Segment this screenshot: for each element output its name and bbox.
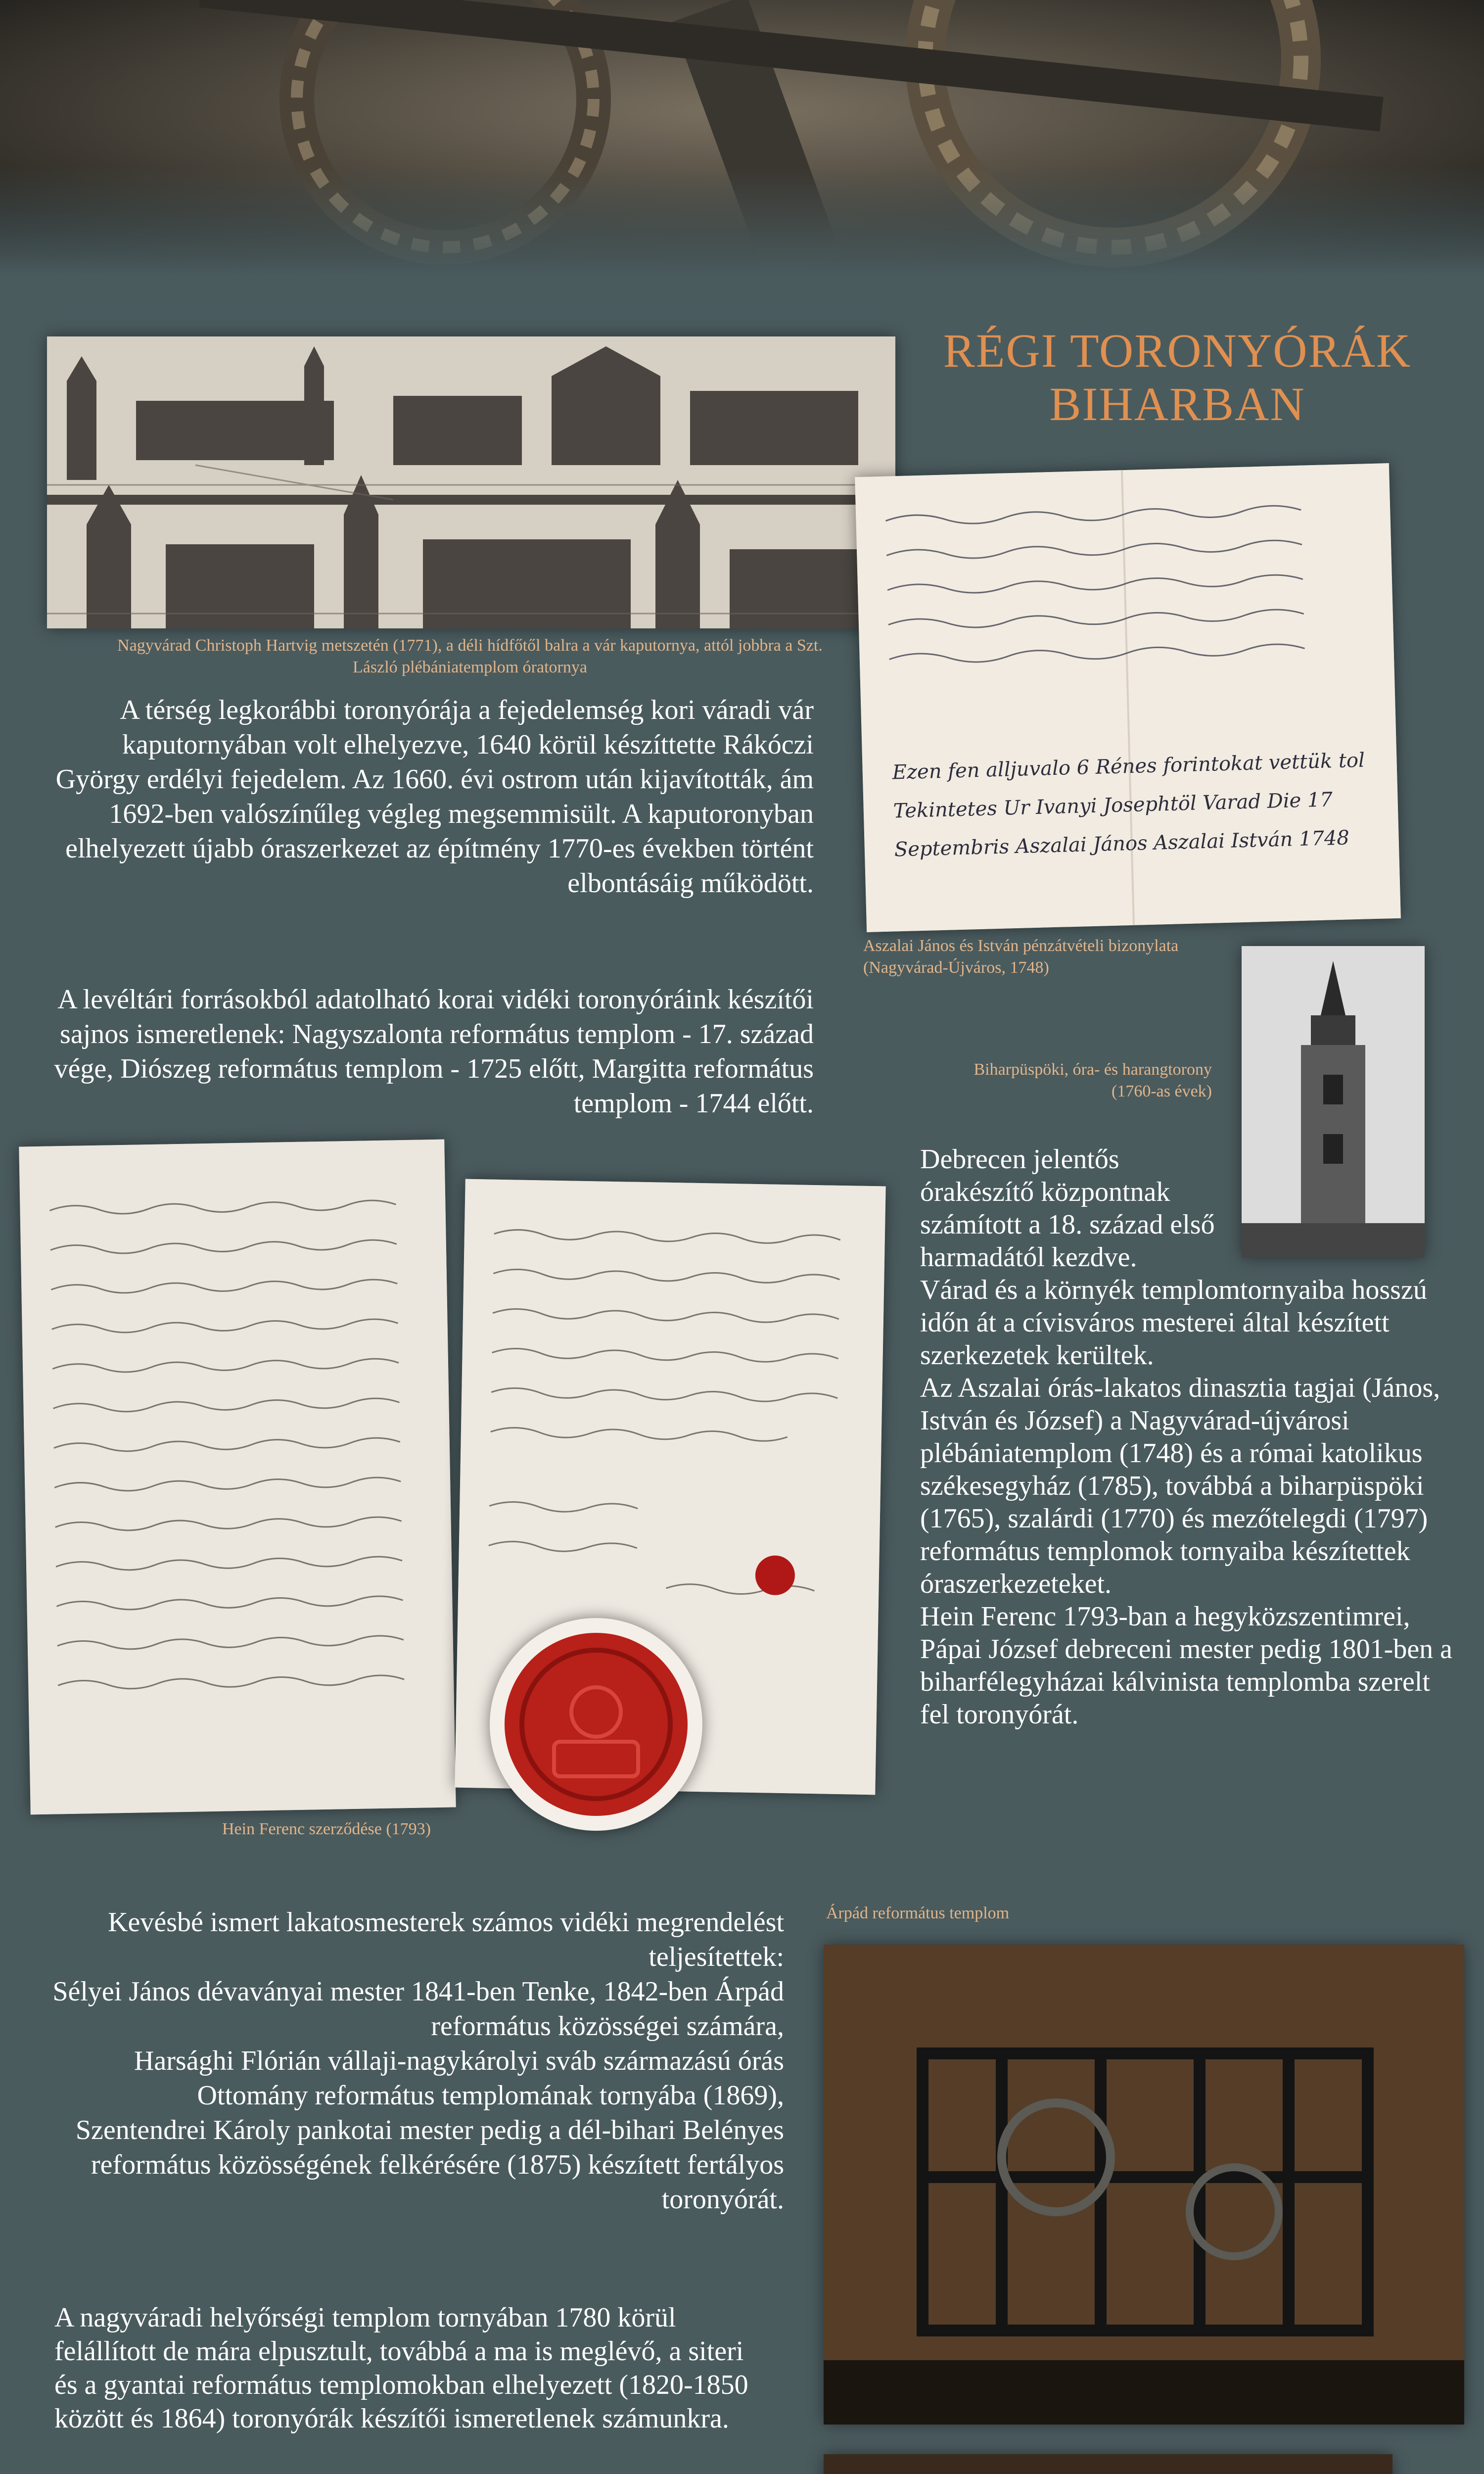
wax-seal-illustration — [490, 1618, 702, 1831]
contract-page-1-image — [19, 1140, 456, 1815]
locksmith-paragraph — [47, 1905, 784, 2217]
city-engraving-illustration — [47, 336, 895, 628]
aszalai-text: Az Aszalai órás-lakatos dinasztia tagjai (János, István és József) a Nagyvárad-újvárosi plébániatemplom (1748) és a római katolikus székesegyház (1785), továbbá a biharpüspöki (1765), szalárdi (1770) és mezőtelegdi (1797) református templomok tornyaiba készítettek óraszerkezeteket. — [920, 1373, 1440, 1599]
gear-illustration-top — [0, 0, 1484, 277]
intro-paragraph: A térség legkorábbi toronyórája a fejedelemség kori váradi vár kaputornyában volt elhelyezve, 1640 körül készíttette Rákóczi György erdélyi fejedelem. Az 1660. évi ostrom után kijavították, ám 1692-ben valószínűleg végleg megsemmisült. A kaputoronyban elhelyezett újabb óraszerkezet az építmény 1770-es években történt elbontásáig működött. — [55, 695, 814, 899]
title-line-1: RÉGI TORONYÓRÁK — [943, 324, 1412, 377]
tower-caption: Biharpüspöki, óra- és harangtorony (1760-as évek) — [974, 1060, 1212, 1100]
engraving-caption: Nagyvárad Christoph Hartvig metszetén (1771), a déli hídfőtől balra a vár kaputornya, attól jobbra a Szt. László plébániatemplom óratornya — [117, 636, 823, 676]
arpad-clock-mechanism-illustration — [824, 1945, 1464, 2425]
receipt-caption: Aszalai János és István pénzátvételi bizonylata (Nagyvárad-Újváros, 1748) — [863, 937, 1179, 977]
wax-seal-image — [490, 1618, 702, 1831]
receipt-text: Ezen fen alljuvalo 6 Rénes forintokat vettük tol Tekintetes Ur Ivanyi Josephtöl Varad Die 17 Septembris Aszalai János Aszalai István 1748 — [892, 749, 1365, 861]
varad-text: Várad és a környék templomtornyaiba hosszú időn át a cívisváros mesterei által készített szerkezetek kerültek. — [920, 1275, 1427, 1371]
receipt-document-image — [855, 463, 1401, 932]
szentendrei-text: Szentendrei Károly pankotai mester pedig a dél-bihari Belényes református közösségének felkérésére (1875) készített fertályos toronyórát. — [75, 2115, 784, 2215]
contract-caption: Hein Ferenc szerződése (1793) — [222, 1820, 431, 1838]
hein-text: Hein Ferenc 1793-ban a hegyközszentimrei, Pápai József debreceni mester pedig 1801-ben a biharfélegyházai kálvinista templomba szerelt fel toronyórát. — [920, 1601, 1453, 1730]
archive-paragraph: A levéltári forrásokból adatolható korai vidéki toronyóráink készítői sajnos ismeretlenek: Nagyszalonta református templom - 17. század vége, Diószeg református templom - 1725 előtt, Margitta református templom - 1744 előtt. — [54, 984, 814, 1119]
engraving-image — [47, 336, 895, 628]
harsaghi-text: Harsághi Flórián vállaji-nagykárolyi sváb származású órás Ottomány református templomának tornyába (1869), — [134, 2046, 784, 2111]
unknown-makers-paragraph: A nagyváradi helyőrségi templom tornyában 1780 körül felállított de mára elpusztult, továbbá a ma is meglévő, a siteri és a gyantai református templomokban elhelyezett (1820-1850 között és 1864) toronyórák készítői ismeretlenek számunkra. — [54, 2302, 748, 2434]
debrecen-intro: Debrecen jelentős órakészítő központnak számított a 18. század első harmadától kezdve. — [920, 1144, 1215, 1273]
title-line-2: BIHARBAN — [1049, 378, 1305, 430]
arpad-clock-photo — [824, 1945, 1464, 2425]
debrecen-paragraph — [920, 1143, 1464, 1731]
page-title — [905, 324, 1449, 431]
selyei-text: Sélyei János dévaványai mester 1841-ben Tenke, 1842-ben Árpád református közösségei számára, — [52, 1976, 784, 2042]
locksmith-intro: Kevésbé ismert lakatosmesterek számos vidéki megrendelést teljesítettek: — [108, 1907, 784, 1972]
top-gear-banner — [0, 0, 1484, 277]
ottomany-clock-photo — [824, 2454, 1392, 2474]
ottomany-clock-mechanism-illustration — [824, 2454, 1392, 2474]
arpad-caption: Árpád református templom — [826, 1904, 1010, 1922]
contract-handwriting-illustration — [19, 1140, 456, 1815]
